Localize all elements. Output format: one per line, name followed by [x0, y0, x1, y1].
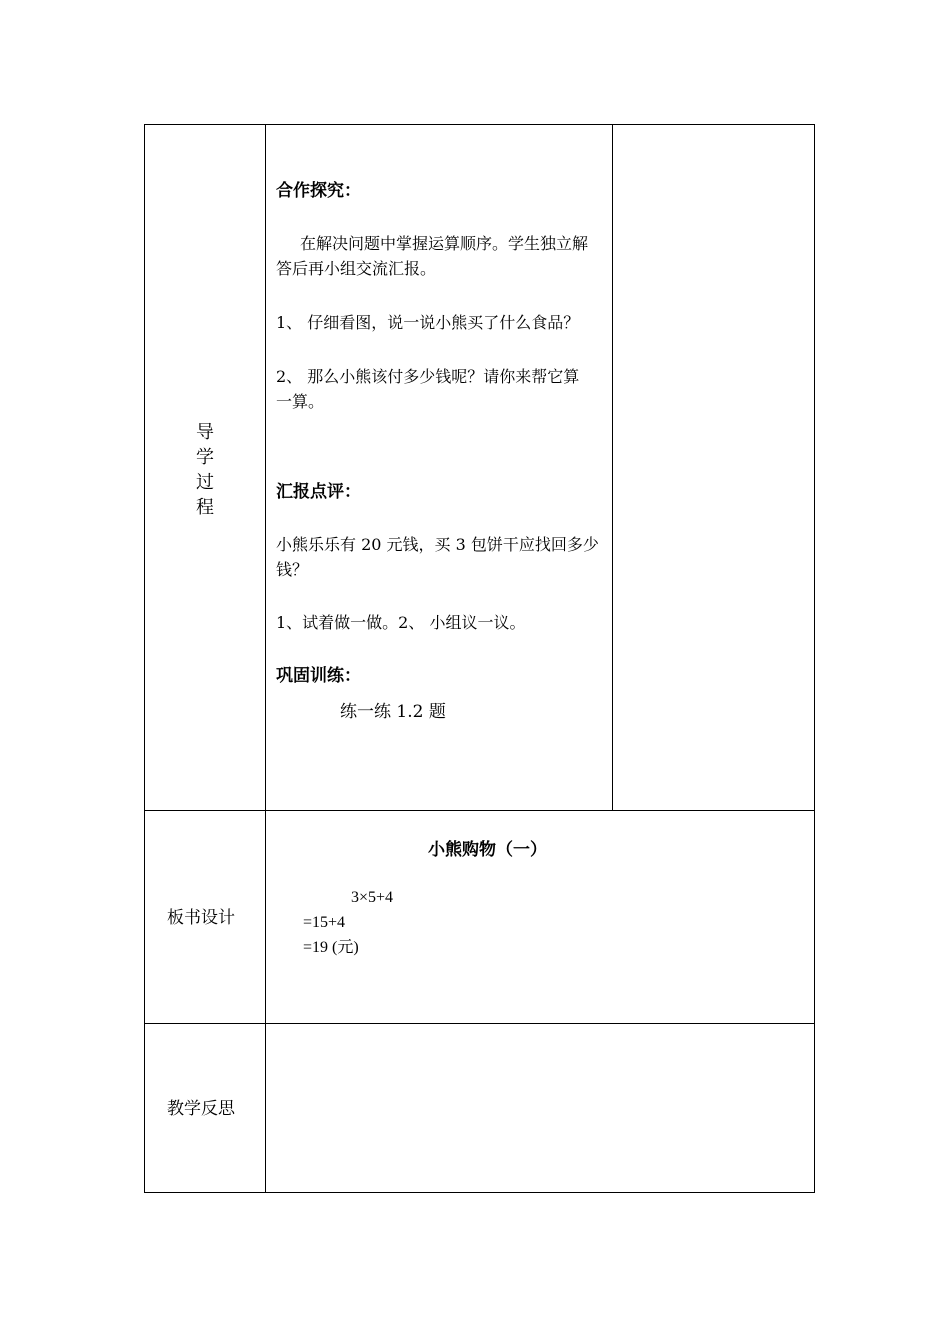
report-items: 1、试着做一做。2、 小组议一议。: [276, 613, 526, 632]
row-divider-board-reflection: [144, 1023, 815, 1024]
reflection-label: 教学反思: [167, 1099, 235, 1119]
explore-paragraph-line1: 在解决问题中掌握运算顺序。学生独立解: [300, 234, 589, 253]
process-label-char: 导: [196, 422, 214, 443]
process-label-char: 程: [196, 497, 214, 518]
row-divider-process-board: [144, 810, 815, 811]
heading-practice: 巩固训练：: [276, 666, 361, 686]
process-label-char: 过: [196, 472, 214, 493]
table-top-border: [144, 124, 815, 125]
board-equation-line2: =15+4: [303, 914, 346, 931]
board-title: 小熊购物（一）: [428, 840, 547, 860]
notes-column-divider: [612, 124, 613, 811]
process-label-char: 学: [196, 447, 214, 468]
report-line2: 钱？: [276, 560, 309, 579]
report-line1: 小熊乐乐有 20 元钱，买 3 包饼干应找回多少: [276, 535, 599, 554]
heading-explore: 合作探究：: [276, 181, 361, 201]
practice-text: 练一练 1.2 题: [340, 702, 446, 722]
question-item-2-line2: 一算。: [276, 392, 325, 411]
explore-paragraph-line2: 答后再小组交流汇报。: [276, 259, 437, 278]
label-column-divider: [265, 124, 266, 1193]
table-bottom-border: [144, 1192, 815, 1193]
board-equation-line1: 3×5+4: [351, 889, 394, 906]
board-label: 板书设计: [167, 908, 235, 928]
table-right-border: [814, 124, 815, 1193]
question-item-1: 1、 仔细看图，说一说小熊买了什么食品？: [276, 313, 580, 332]
table-left-border: [144, 124, 145, 1193]
question-item-2-line1: 2、 那么小熊该付多少钱呢？请你来帮它算: [276, 367, 580, 386]
board-equation-line3: =19 (元): [303, 939, 359, 956]
heading-report: 汇报点评：: [276, 482, 361, 502]
